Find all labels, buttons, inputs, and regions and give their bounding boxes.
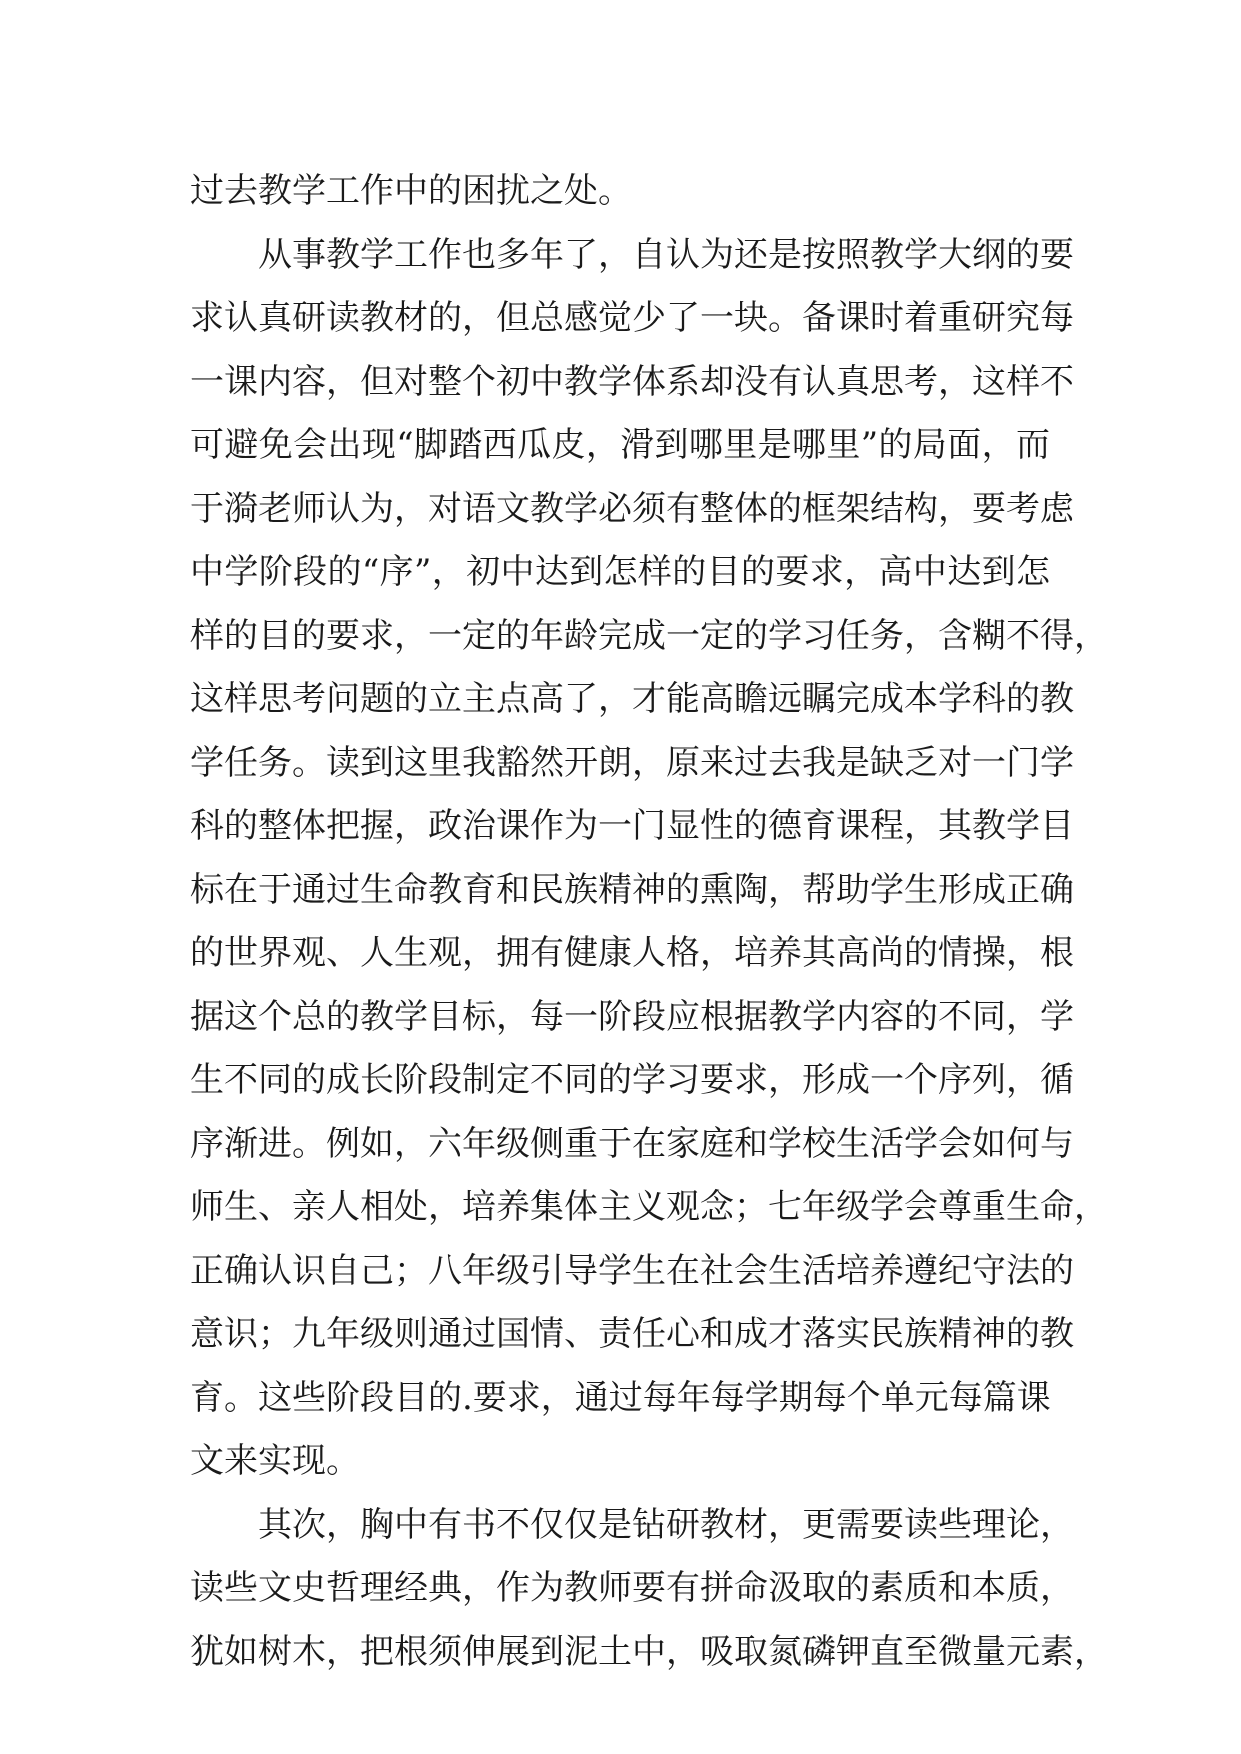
text-line: 的世界观、人生观，拥有健康人格，培养其高尚的情操，根 xyxy=(190,933,1074,973)
text-line: 读些文史哲理经典，作为教师要有拼命汲取的素质和本质， xyxy=(190,1568,1074,1608)
text-line: 这样思考问题的立主点高了，才能高瞻远瞩完成本学科的教 xyxy=(190,679,1074,719)
text-line: 科的整体把握，政治课作为一门显性的德育课程，其教学目 xyxy=(190,806,1074,846)
text-line: 中学阶段的“序”，初中达到怎样的目的要求，高中达到怎 xyxy=(190,552,1050,592)
text-line: 序渐进。例如，六年级侧重于在家庭和学校生活学会如何与 xyxy=(190,1123,1074,1164)
text-line: 过去教学工作中的困扰之处。 xyxy=(190,171,632,211)
text-line: 生不同的成长阶段制定不同的学习要求，形成一个序列，循 xyxy=(190,1060,1074,1100)
text-line: 意识；九年级则通过国情、责任心和成才落实民族精神的教 xyxy=(190,1314,1074,1354)
text-line: 育。这些阶段目的.要求，通过每年每学期每个单元每篇课 xyxy=(190,1377,1051,1418)
paragraph-3 xyxy=(190,1494,1108,1685)
text-line: 犹如树木，把根须伸展到泥土中，吸取氮磷钾直至微量元素， xyxy=(190,1631,1108,1672)
text-line: 师生、亲人相处，培养集体主义观念；七年级学会尊重生命， xyxy=(190,1187,1108,1227)
document-body xyxy=(190,160,1108,1684)
paragraph-1 xyxy=(190,160,1050,224)
text-line: 其次，胸中有书不仅仅是钻研教材，更需要读些理论， xyxy=(258,1504,1074,1545)
text-line: 于漪老师认为，对语文教学必须有整体的框架结构，要考虑 xyxy=(190,488,1074,529)
text-line: 从事教学工作也多年了，自认为还是按照教学大纲的要 xyxy=(258,234,1074,275)
text-line: 一课内容，但对整个初中教学体系却没有认真思考，这样不 xyxy=(190,361,1074,402)
text-line: 学任务。读到这里我豁然开朗，原来过去我是缺乏对一门学 xyxy=(190,742,1074,783)
text-line: 标在于通过生命教育和民族精神的熏陶，帮助学生形成正确 xyxy=(190,869,1074,910)
text-line: 可避免会出现“脚踏西瓜皮，滑到哪里是哪里”的局面，而 xyxy=(190,425,1050,465)
text-line: 正确认识自己；八年级引导学生在社会生活培养遵纪守法的 xyxy=(190,1250,1074,1291)
text-line: 样的目的要求，一定的年龄完成一定的学习任务，含糊不得， xyxy=(190,615,1108,656)
text-line: 求认真研读教材的，但总感觉少了一块。备课时着重研究每 xyxy=(190,298,1074,338)
text-line: 据这个总的教学目标，每一阶段应根据教学内容的不同，学 xyxy=(190,996,1074,1037)
paragraph-2 xyxy=(190,224,1108,1494)
text-line: 文来实现。 xyxy=(190,1441,360,1481)
